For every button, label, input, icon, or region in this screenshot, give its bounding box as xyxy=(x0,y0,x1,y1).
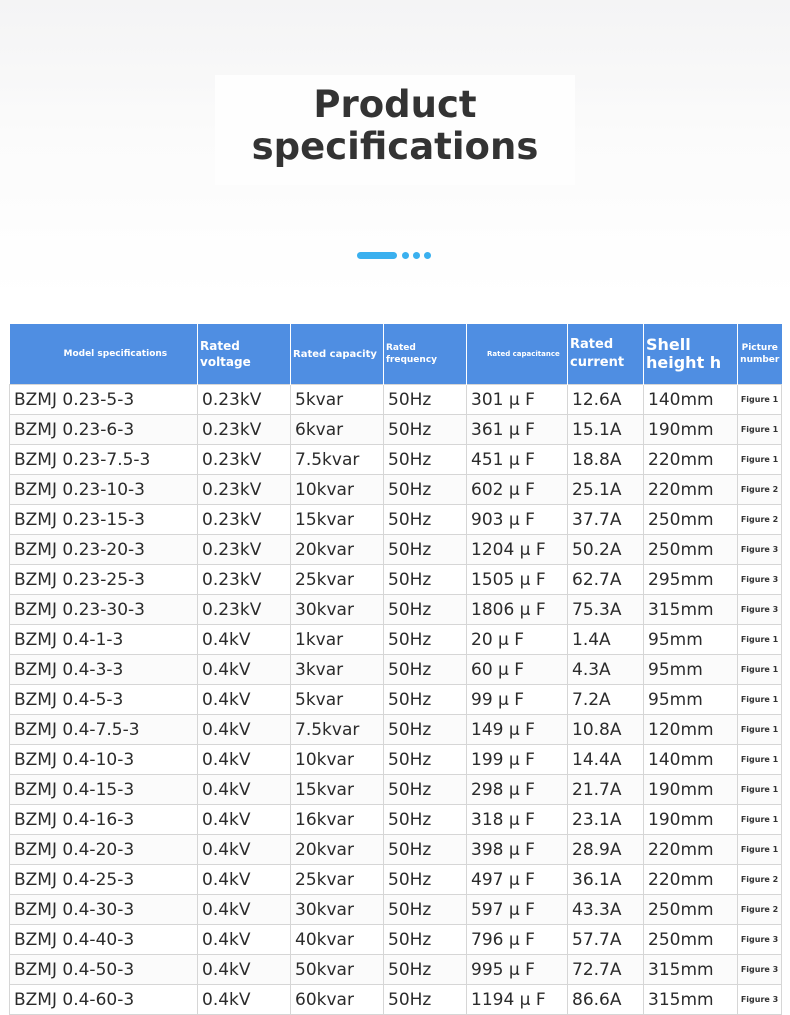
cell-capacitance: 318 μ F xyxy=(467,805,568,835)
cell-current: 23.1A xyxy=(568,805,644,835)
cell-picture: Figure 1 xyxy=(738,655,782,685)
cell-capacity: 10kvar xyxy=(291,475,384,505)
cell-model: BZMJ 0.4-60-3 xyxy=(10,985,198,1015)
cell-frequency: 50Hz xyxy=(384,685,467,715)
cell-shell-height: 220mm xyxy=(644,835,738,865)
cell-model: BZMJ 0.4-50-3 xyxy=(10,955,198,985)
cell-shell-height: 220mm xyxy=(644,865,738,895)
cell-voltage: 0.23kV xyxy=(198,445,291,475)
column-header-current: Rated current xyxy=(568,324,644,385)
column-header-voltage: Rated voltage xyxy=(198,324,291,385)
cell-model: BZMJ 0.23-25-3 xyxy=(10,565,198,595)
cell-capacitance: 60 μ F xyxy=(467,655,568,685)
cell-picture: Figure 1 xyxy=(738,445,782,475)
cell-model: BZMJ 0.4-25-3 xyxy=(10,865,198,895)
cell-capacity: 7.5kvar xyxy=(291,445,384,475)
cell-voltage: 0.4kV xyxy=(198,895,291,925)
cell-current: 28.9A xyxy=(568,835,644,865)
table-row xyxy=(10,835,782,865)
cell-capacity: 15kvar xyxy=(291,505,384,535)
cell-frequency: 50Hz xyxy=(384,895,467,925)
cell-current: 12.6A xyxy=(568,385,644,415)
cell-voltage: 0.23kV xyxy=(198,565,291,595)
page-title-line-1: Product xyxy=(313,83,477,126)
cell-picture: Figure 3 xyxy=(738,595,782,625)
cell-shell-height: 95mm xyxy=(644,685,738,715)
divider-dot xyxy=(413,252,420,259)
cell-capacity: 25kvar xyxy=(291,565,384,595)
cell-shell-height: 315mm xyxy=(644,955,738,985)
cell-capacitance: 1194 μ F xyxy=(467,985,568,1015)
cell-frequency: 50Hz xyxy=(384,445,467,475)
cell-shell-height: 220mm xyxy=(644,445,738,475)
cell-capacitance: 1806 μ F xyxy=(467,595,568,625)
table-row xyxy=(10,385,782,415)
cell-capacitance: 1505 μ F xyxy=(467,565,568,595)
table-row xyxy=(10,505,782,535)
table-row xyxy=(10,715,782,745)
cell-capacity: 20kvar xyxy=(291,535,384,565)
cell-current: 10.8A xyxy=(568,715,644,745)
divider-dot xyxy=(424,252,431,259)
cell-picture: Figure 1 xyxy=(738,745,782,775)
cell-model: BZMJ 0.4-3-3 xyxy=(10,655,198,685)
cell-capacitance: 497 μ F xyxy=(467,865,568,895)
cell-model: BZMJ 0.4-40-3 xyxy=(10,925,198,955)
cell-model: BZMJ 0.23-5-3 xyxy=(10,385,198,415)
cell-current: 4.3A xyxy=(568,655,644,685)
divider-dot xyxy=(402,252,409,259)
table-row xyxy=(10,775,782,805)
cell-voltage: 0.4kV xyxy=(198,805,291,835)
cell-capacitance: 597 μ F xyxy=(467,895,568,925)
cell-current: 25.1A xyxy=(568,475,644,505)
table-row xyxy=(10,985,782,1015)
cell-model: BZMJ 0.23-10-3 xyxy=(10,475,198,505)
cell-frequency: 50Hz xyxy=(384,535,467,565)
cell-picture: Figure 1 xyxy=(738,775,782,805)
cell-frequency: 50Hz xyxy=(384,385,467,415)
column-header-picture: Picture number xyxy=(738,324,782,385)
cell-picture: Figure 1 xyxy=(738,385,782,415)
table-row xyxy=(10,475,782,505)
table-row xyxy=(10,955,782,985)
cell-capacity: 1kvar xyxy=(291,625,384,655)
table-row xyxy=(10,925,782,955)
table-row xyxy=(10,865,782,895)
cell-shell-height: 250mm xyxy=(644,925,738,955)
cell-shell-height: 250mm xyxy=(644,505,738,535)
cell-capacity: 30kvar xyxy=(291,595,384,625)
cell-capacity: 10kvar xyxy=(291,745,384,775)
cell-picture: Figure 3 xyxy=(738,985,782,1015)
cell-capacitance: 199 μ F xyxy=(467,745,568,775)
cell-capacitance: 451 μ F xyxy=(467,445,568,475)
cell-shell-height: 295mm xyxy=(644,565,738,595)
cell-current: 75.3A xyxy=(568,595,644,625)
cell-voltage: 0.4kV xyxy=(198,745,291,775)
cell-model: BZMJ 0.23-30-3 xyxy=(10,595,198,625)
cell-picture: Figure 2 xyxy=(738,505,782,535)
cell-frequency: 50Hz xyxy=(384,985,467,1015)
cell-voltage: 0.23kV xyxy=(198,505,291,535)
cell-current: 43.3A xyxy=(568,895,644,925)
cell-capacitance: 149 μ F xyxy=(467,715,568,745)
cell-capacity: 5kvar xyxy=(291,685,384,715)
cell-voltage: 0.4kV xyxy=(198,655,291,685)
cell-model: BZMJ 0.23-15-3 xyxy=(10,505,198,535)
cell-capacity: 40kvar xyxy=(291,925,384,955)
column-header-model: Model specifications xyxy=(10,324,198,385)
cell-voltage: 0.4kV xyxy=(198,835,291,865)
cell-frequency: 50Hz xyxy=(384,595,467,625)
cell-capacitance: 99 μ F xyxy=(467,685,568,715)
column-header-capacity: Rated capacity xyxy=(291,324,384,385)
page-title xyxy=(0,84,790,168)
cell-frequency: 50Hz xyxy=(384,505,467,535)
cell-frequency: 50Hz xyxy=(384,625,467,655)
cell-shell-height: 140mm xyxy=(644,385,738,415)
cell-model: BZMJ 0.4-30-3 xyxy=(10,895,198,925)
cell-voltage: 0.23kV xyxy=(198,415,291,445)
cell-shell-height: 95mm xyxy=(644,655,738,685)
cell-shell-height: 190mm xyxy=(644,775,738,805)
cell-voltage: 0.4kV xyxy=(198,925,291,955)
cell-model: BZMJ 0.4-1-3 xyxy=(10,625,198,655)
cell-picture: Figure 3 xyxy=(738,955,782,985)
column-header-shell-height: Shell height h xyxy=(644,324,738,385)
table-row xyxy=(10,895,782,925)
cell-frequency: 50Hz xyxy=(384,565,467,595)
cell-voltage: 0.4kV xyxy=(198,685,291,715)
cell-frequency: 50Hz xyxy=(384,745,467,775)
table-row xyxy=(10,655,782,685)
cell-picture: Figure 2 xyxy=(738,475,782,505)
cell-model: BZMJ 0.4-7.5-3 xyxy=(10,715,198,745)
cell-capacity: 7.5kvar xyxy=(291,715,384,745)
table-row xyxy=(10,595,782,625)
cell-model: BZMJ 0.4-15-3 xyxy=(10,775,198,805)
cell-current: 1.4A xyxy=(568,625,644,655)
cell-frequency: 50Hz xyxy=(384,655,467,685)
cell-shell-height: 250mm xyxy=(644,895,738,925)
table-row xyxy=(10,535,782,565)
table-row xyxy=(10,685,782,715)
cell-frequency: 50Hz xyxy=(384,955,467,985)
cell-frequency: 50Hz xyxy=(384,715,467,745)
cell-current: 18.8A xyxy=(568,445,644,475)
cell-voltage: 0.4kV xyxy=(198,985,291,1015)
page-title-line-2: specifications xyxy=(251,125,539,168)
cell-frequency: 50Hz xyxy=(384,415,467,445)
specifications-table xyxy=(9,324,782,1015)
cell-voltage: 0.4kV xyxy=(198,865,291,895)
column-header-capacitance: Rated capacitance xyxy=(467,324,568,385)
cell-voltage: 0.23kV xyxy=(198,595,291,625)
cell-frequency: 50Hz xyxy=(384,835,467,865)
cell-picture: Figure 1 xyxy=(738,685,782,715)
cell-model: BZMJ 0.4-5-3 xyxy=(10,685,198,715)
cell-model: BZMJ 0.23-6-3 xyxy=(10,415,198,445)
cell-voltage: 0.23kV xyxy=(198,535,291,565)
cell-shell-height: 315mm xyxy=(644,595,738,625)
table-row xyxy=(10,415,782,445)
cell-capacitance: 903 μ F xyxy=(467,505,568,535)
cell-shell-height: 190mm xyxy=(644,805,738,835)
cell-shell-height: 250mm xyxy=(644,535,738,565)
cell-capacity: 25kvar xyxy=(291,865,384,895)
cell-picture: Figure 2 xyxy=(738,895,782,925)
table-header-row xyxy=(10,324,782,385)
cell-capacity: 20kvar xyxy=(291,835,384,865)
cell-picture: Figure 3 xyxy=(738,925,782,955)
title-divider xyxy=(357,251,437,260)
cell-capacity: 15kvar xyxy=(291,775,384,805)
cell-capacitance: 1204 μ F xyxy=(467,535,568,565)
cell-picture: Figure 1 xyxy=(738,625,782,655)
cell-voltage: 0.23kV xyxy=(198,475,291,505)
cell-picture: Figure 1 xyxy=(738,415,782,445)
cell-capacity: 60kvar xyxy=(291,985,384,1015)
cell-frequency: 50Hz xyxy=(384,775,467,805)
cell-picture: Figure 3 xyxy=(738,565,782,595)
cell-model: BZMJ 0.4-20-3 xyxy=(10,835,198,865)
cell-capacitance: 602 μ F xyxy=(467,475,568,505)
table-row xyxy=(10,805,782,835)
cell-frequency: 50Hz xyxy=(384,805,467,835)
cell-shell-height: 190mm xyxy=(644,415,738,445)
cell-current: 37.7A xyxy=(568,505,644,535)
cell-capacitance: 20 μ F xyxy=(467,625,568,655)
cell-voltage: 0.4kV xyxy=(198,625,291,655)
cell-shell-height: 315mm xyxy=(644,985,738,1015)
cell-capacitance: 796 μ F xyxy=(467,925,568,955)
cell-picture: Figure 3 xyxy=(738,535,782,565)
cell-capacitance: 301 μ F xyxy=(467,385,568,415)
cell-model: BZMJ 0.4-16-3 xyxy=(10,805,198,835)
cell-capacity: 5kvar xyxy=(291,385,384,415)
cell-current: 14.4A xyxy=(568,745,644,775)
cell-current: 86.6A xyxy=(568,985,644,1015)
table-row xyxy=(10,565,782,595)
cell-model: BZMJ 0.4-10-3 xyxy=(10,745,198,775)
cell-picture: Figure 1 xyxy=(738,805,782,835)
cell-voltage: 0.4kV xyxy=(198,775,291,805)
cell-voltage: 0.4kV xyxy=(198,715,291,745)
cell-frequency: 50Hz xyxy=(384,925,467,955)
cell-capacitance: 398 μ F xyxy=(467,835,568,865)
cell-shell-height: 220mm xyxy=(644,475,738,505)
cell-frequency: 50Hz xyxy=(384,865,467,895)
cell-current: 36.1A xyxy=(568,865,644,895)
cell-capacity: 6kvar xyxy=(291,415,384,445)
cell-picture: Figure 1 xyxy=(738,835,782,865)
cell-capacity: 3kvar xyxy=(291,655,384,685)
cell-current: 50.2A xyxy=(568,535,644,565)
cell-capacity: 16kvar xyxy=(291,805,384,835)
cell-picture: Figure 2 xyxy=(738,865,782,895)
table-row xyxy=(10,445,782,475)
cell-current: 7.2A xyxy=(568,685,644,715)
cell-capacitance: 298 μ F xyxy=(467,775,568,805)
cell-current: 62.7A xyxy=(568,565,644,595)
cell-current: 57.7A xyxy=(568,925,644,955)
cell-current: 21.7A xyxy=(568,775,644,805)
table-row xyxy=(10,625,782,655)
cell-shell-height: 95mm xyxy=(644,625,738,655)
table-body xyxy=(10,385,782,1015)
divider-bar xyxy=(357,252,397,259)
cell-capacity: 30kvar xyxy=(291,895,384,925)
cell-current: 72.7A xyxy=(568,955,644,985)
cell-model: BZMJ 0.23-20-3 xyxy=(10,535,198,565)
cell-capacitance: 995 μ F xyxy=(467,955,568,985)
cell-shell-height: 140mm xyxy=(644,745,738,775)
cell-current: 15.1A xyxy=(568,415,644,445)
cell-shell-height: 120mm xyxy=(644,715,738,745)
column-header-frequency: Rated frequency xyxy=(384,324,467,385)
cell-voltage: 0.4kV xyxy=(198,955,291,985)
cell-capacitance: 361 μ F xyxy=(467,415,568,445)
cell-capacity: 50kvar xyxy=(291,955,384,985)
cell-picture: Figure 1 xyxy=(738,715,782,745)
cell-frequency: 50Hz xyxy=(384,475,467,505)
cell-voltage: 0.23kV xyxy=(198,385,291,415)
table-row xyxy=(10,745,782,775)
cell-model: BZMJ 0.23-7.5-3 xyxy=(10,445,198,475)
